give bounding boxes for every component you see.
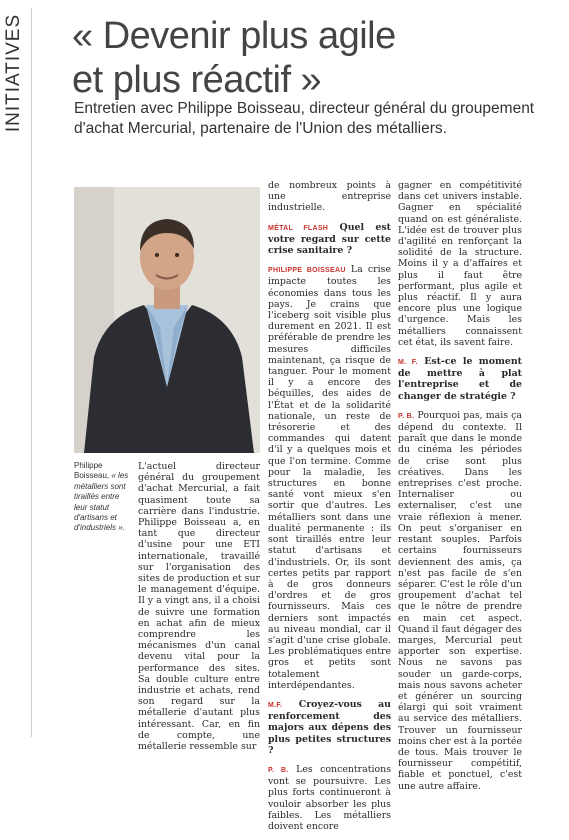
portrait-photo — [74, 187, 260, 453]
answer-1-text: La crise impacte toutes les économies dans tous les pays. Je crains que l'iceberg soit visible plus durement en 2021. Il est préférable de prendre les mesures difficiles maintenant, ça risque de tanguer. Pour le moment il y a encore des béquilles, des aides de l'État et de la solidarité nationale, un reste de trésorerie et des commandes qui datent d'il y a quelques mois et que l'on termine. Comme pour la maladie, les structures en bonne santé vont mieux s'en sortir que d'autres. Les métalliers sont dans une dualité permanente : ils sont tiraillés entre leur statut d'artisans et d'industriels. Or, ils sont certes petits par rapport à de gros donneurs d'ordres et de gros fournisseurs. Mais ces derniers sont impactés au niveau mondial, car il s'agit d'une crise globale. Les problématiques entre gros et petits sont totalement interdépendantes. — [268, 264, 391, 691]
answer-3 — [398, 410, 522, 792]
intro-paragraph: L'actuel directeur général du groupement d'achat Mercurial, a fait quasiment toute sa carrière dans l'industrie. Philippe Boisseau a, en tant que directeur d'usine pour une ETI internationale, travaillé sur l'organisation des sites de production et sur le management d'équipe. Il y a vingt ans, il a choisi de suivre une formation en achat afin de mieux comprendre les mécanismes d'un canal devenu vital pour la performance des sites. Sa double culture entre industrie et achats, rend son regard sur la métallerie d'autant plus intéressant. Car, en fin de compte, une métallerie ressemble sur — [138, 461, 260, 753]
column-1 — [138, 461, 260, 760]
question-2-text: Croyez-vous au renforcement des majors aux dépens des plus petites structures ? — [268, 698, 392, 756]
question-3-text: Est-ce le moment de mettre à plat l'entreprise et de changer de stratégie ? — [398, 356, 523, 402]
question-2 — [268, 699, 391, 756]
answer-3-tag: P. B. — [398, 412, 415, 420]
column-2 — [268, 180, 391, 840]
article-subtitle: Entretien avec Philippe Boisseau, directeur général du groupement d'achat Mercurial, partenaire de l'Union des métalliers. — [74, 100, 535, 137]
question-1-text: Quel est votre regard sur cette crise sanitaire ? — [268, 221, 391, 257]
title-line-2: et plus réactif » — [72, 59, 322, 101]
question-3-tag: M. F. — [398, 359, 418, 367]
photo-caption — [74, 461, 132, 534]
answer-2-continued: gagner en compétitivité dans cet univers instable. Gagner en spécialité quand on est généraliste. L'idée est de trouver plus d'agilité en renforçant la solidité de la structure. Moins il y a d'affaires et plus il faut être performant, plus agile et plus réactif. Il y aura encore plus une logique d'urgence. Mais les métalliers connaissent cet état, ils savent faire. — [398, 180, 522, 348]
question-3 — [398, 356, 522, 402]
section-label: INITIATIVES — [3, 13, 24, 133]
answer-2 — [268, 764, 391, 832]
question-1 — [268, 222, 391, 257]
intro-continued: de nombreux points à une entreprise industrielle. — [268, 180, 391, 214]
answer-1 — [268, 264, 391, 691]
article-title — [72, 14, 552, 102]
section-divider — [31, 8, 32, 737]
answer-2-text: Les concentrations vont se poursuivre. Les plus forts continueront à vouloir absorber les plus faibles. Les métalliers doivent encore — [268, 763, 392, 832]
title-line-1: « Devenir plus agile — [72, 15, 396, 57]
answer-3-text: Pourquoi pas, mais ça dépend du contexte. Il paraît que dans le monde du cinéma les périodes de crise sont plus créatives. Dans les entreprises c'est proche. Internaliser ou externaliser, c'est une vraie réflexion à mener. On peut s'organiser en restant souples. Parfois certains fournisseurs deviennent des amis, ça n'est pas facile de s'en séparer. C'est le rôle d'un groupement d'achat tel que le nôtre de prendre en main cet aspect. Quand il faut dégager des marges, Mercurial peut apporter son expertise. Nous ne savons pas souder un garde-corps, mais nous savons acheter et générer un sourcing élargi qui soit vraiment au service des métalliers. Trouver un fournisseur moins cher est à la portée de tous. Mais trouver le fournisseur compétitif, fiable et ponctuel, c'est une autre affaire. — [398, 409, 522, 792]
answer-1-tag: PHILIPPE BOISSEAU — [268, 267, 346, 275]
caption-quote: « les métalliers sont tiraillés entre leur statut d'artisans et d'industriels ». — [74, 471, 129, 533]
answer-2-tag: P. B. — [268, 766, 289, 774]
column-3 — [398, 180, 522, 800]
portrait-illustration — [74, 187, 260, 453]
caption-name: Philippe Boisseau, — [74, 461, 110, 481]
question-1-tag: MÉTAL FLASH — [268, 224, 329, 232]
question-2-tag: M.F. — [268, 701, 283, 709]
